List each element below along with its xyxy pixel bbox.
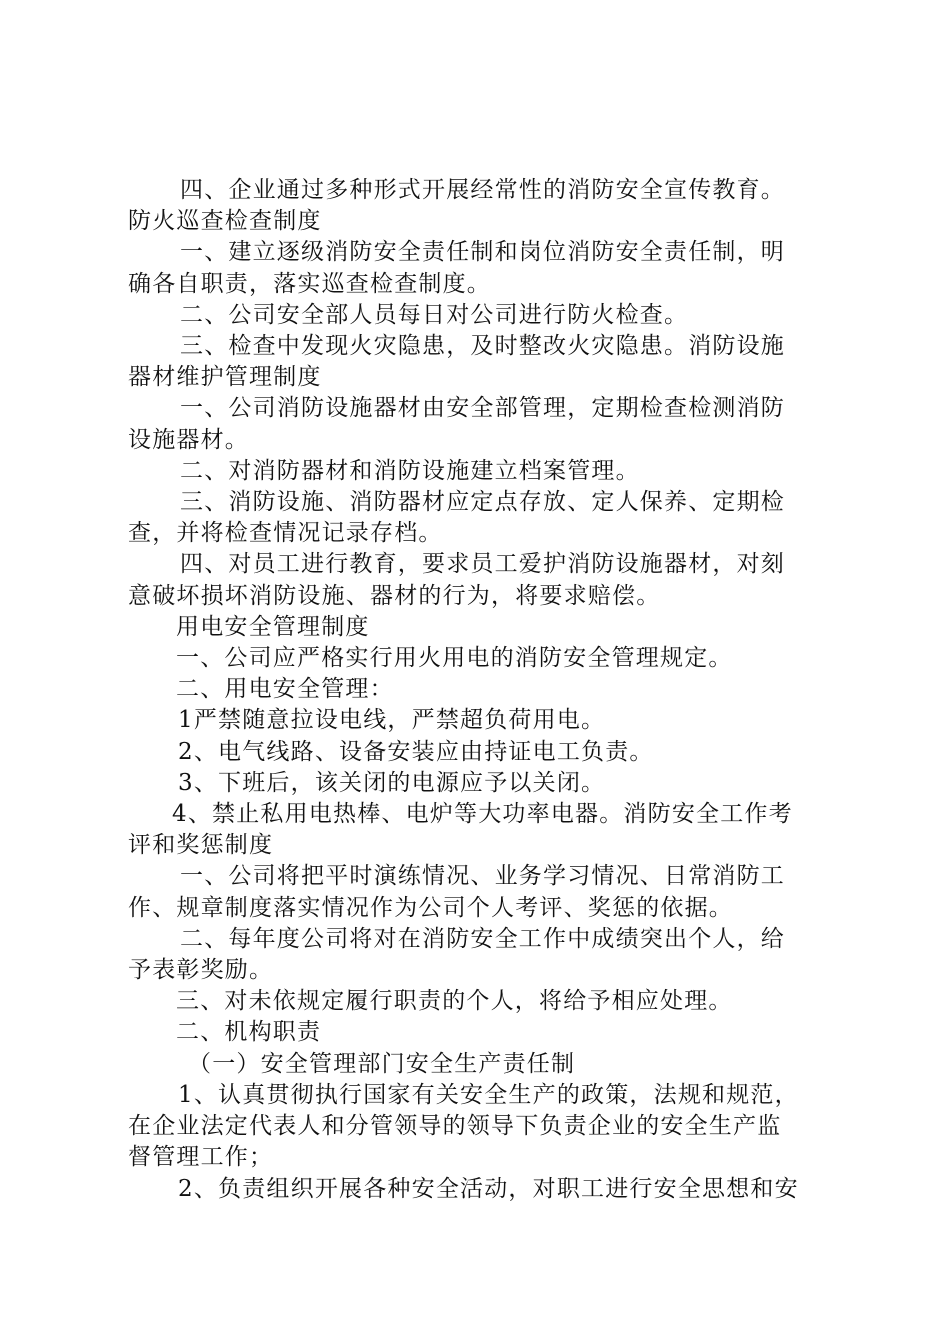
paragraph-line: 1、认真贯彻执行国家有关安全生产的政策，法规和规范， (178, 1081, 799, 1108)
paragraph-line: 2、电气线路、设备安装应由持证电工负责。 (178, 738, 654, 765)
paragraph-line: 意破坏损坏消防设施、器材的行为，将要求赔偿。 (128, 582, 661, 609)
paragraph-line: 一、公司将把平时演练情况、业务学习情况、日常消防工 (180, 863, 785, 890)
paragraph-line: 1严禁随意拉设电线，严禁超负荷用电。 (178, 707, 606, 734)
paragraph-line: 器材维护管理制度 (128, 364, 322, 391)
paragraph-line: 二、公司安全部人员每日对公司进行防火检查。 (180, 301, 689, 328)
paragraph-line: 作、规章制度落实情况作为公司个人考评、奖惩的依据。 (128, 894, 733, 921)
paragraph-line: 确各自职责，落实巡查检查制度。 (128, 270, 491, 297)
paragraph-line: 2、负责组织开展各种安全活动，对职工进行安全思想和安 (178, 1175, 799, 1202)
section-heading-line: 用电安全管理制度 (176, 613, 370, 640)
paragraph-line: 一、公司应严格实行用火用电的消防安全管理规定。 (176, 645, 733, 672)
paragraph-line: 三、消防设施、消防器材应定点存放、定人保养、定期检 (180, 489, 785, 516)
paragraph-line: 查，并将检查情况记录存档。 (128, 520, 443, 547)
paragraph-line: 4、禁止私用电热棒、电炉等大功率电器。消防安全工作考 (172, 801, 793, 828)
paragraph-line: 三、检查中发现火灾隐患，及时整改火灾隐患。消防设施 (180, 333, 785, 360)
paragraph-line: 评和奖惩制度 (128, 832, 274, 859)
paragraph-line: 一、建立逐级消防安全责任制和岗位消防安全责任制，明 (180, 239, 785, 266)
paragraph-line: 3、下班后，该关闭的电源应予以关闭。 (178, 769, 606, 796)
paragraph-line: 二、对消防器材和消防设施建立档案管理。 (180, 457, 640, 484)
paragraph-line: 督管理工作； (128, 1144, 274, 1171)
paragraph-line: 在企业法定代表人和分管领导的领导下负责企业的安全生产监 (128, 1113, 782, 1140)
paragraph-line: 设施器材。 (128, 426, 249, 453)
paragraph-line: 四、企业通过多种形式开展经常性的消防安全宣传教育。 (180, 177, 785, 203)
document-body (128, 175, 840, 1205)
section-heading-line: 二、机构职责 (176, 1019, 322, 1046)
paragraph-line: 予表彰奖励。 (128, 957, 274, 984)
section-heading-line: 防火巡查检查制度 (128, 208, 322, 235)
paragraph-line: 一、公司消防设施器材由安全部管理，定期检查检测消防 (180, 395, 785, 422)
paragraph-line: 二、每年度公司将对在消防安全工作中成绩突出个人，给 (180, 925, 785, 952)
paragraph-line: 二、用电安全管理： (176, 676, 394, 703)
paragraph-line: 四、对员工进行教育，要求员工爱护消防设施器材，对刻 (180, 551, 785, 578)
section-heading-line: （一）安全管理部门安全生产责任制 (188, 1050, 576, 1077)
paragraph-line: 三、对未依规定履行职责的个人，将给予相应处理。 (176, 988, 733, 1015)
